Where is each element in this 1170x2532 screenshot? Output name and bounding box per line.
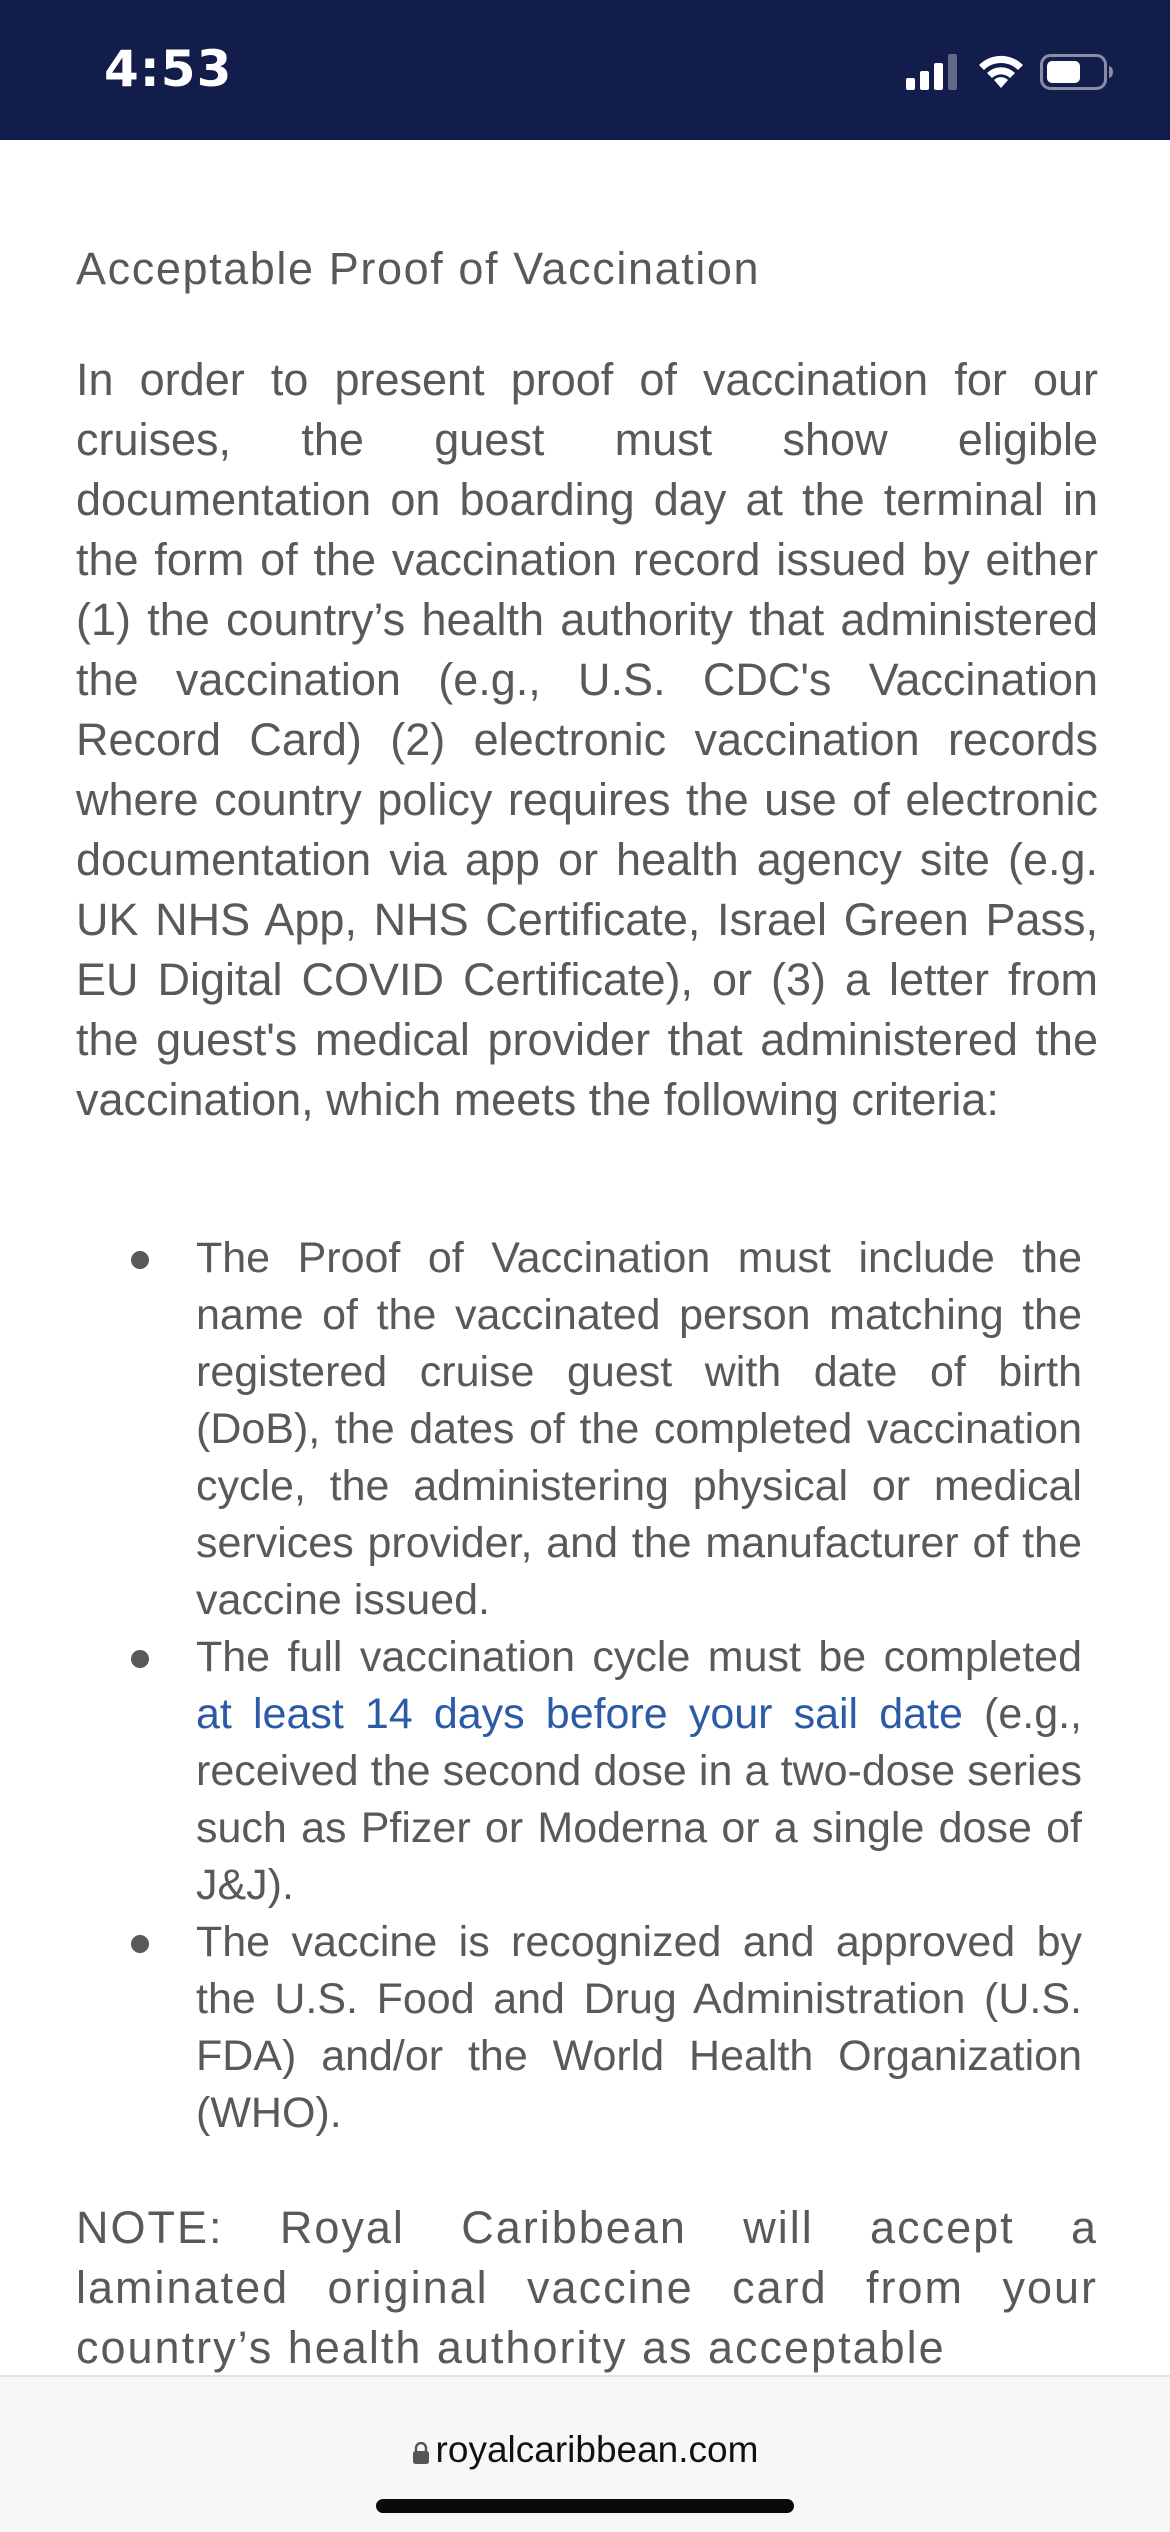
sail-date-link[interactable]: at least 14 days before your sail date [196, 1690, 963, 1738]
page-heading: Acceptable Proof of Vaccination [76, 243, 761, 294]
list-item-text: (e.g., received the second dose in a two-dose series such as Pfizer or Moderna or a single dose of J&J). [196, 1690, 1083, 1909]
note-paragraph: NOTE: Royal Caribbean will accept a laminated original vaccine card from your country’s health authority as acceptable [76, 2202, 1098, 2373]
list-item [196, 1914, 1082, 2142]
criteria-list [196, 1230, 1082, 2142]
list-item [196, 1629, 1082, 1914]
cellular-signal-icon [906, 54, 958, 90]
url-domain: royalcaribbean.com [435, 2429, 759, 2470]
bullet-icon [131, 1251, 149, 1269]
intro-paragraph: In order to present proof of vaccination for our cruises, the guest must show eligible documentation on boarding day at the terminal in the form of the vaccination record issued by either (1) the country’s health authority that administered the vaccination (e.g., U.S. CDC's Vaccination Record Card) (2) electronic vaccination records where country policy requires the use of electronic documentation via app or health agency site (e.g. UK NHS App, NHS Certificate, Israel Green Pass, EU Digital COVID Certificate), or (3) a letter from the guest's medical provider that administered the vaccination, which meets the following criteria: [76, 354, 1098, 1125]
list-item-text: The full vaccination cycle must be completed [196, 1633, 1082, 1681]
list-item [196, 1230, 1082, 1629]
home-indicator[interactable] [376, 2499, 794, 2513]
wifi-icon [975, 50, 1027, 90]
battery-icon [1040, 54, 1114, 90]
browser-url-bar[interactable] [0, 2375, 1170, 2532]
lock-icon [412, 2442, 430, 2464]
bullet-icon [131, 1935, 149, 1953]
page-content [76, 140, 1098, 2375]
status-bar [0, 0, 1170, 140]
bullet-icon [131, 1650, 149, 1668]
status-time: 4:53 [104, 40, 233, 98]
list-item-text: The Proof of Vaccination must include the name of the vaccinated person matching the registered cruise guest with date of birth (DoB), the dates of the completed vaccination cycle, the administering physical or medical services provider, and the manufacturer of the vaccine issued. [196, 1234, 1082, 1624]
list-item-text: The vaccine is recognized and approved by the U.S. Food and Drug Administration (U.S. FDA) and/or the World Health Organization (WHO). [196, 1918, 1082, 2137]
url-field[interactable] [0, 2429, 1170, 2471]
